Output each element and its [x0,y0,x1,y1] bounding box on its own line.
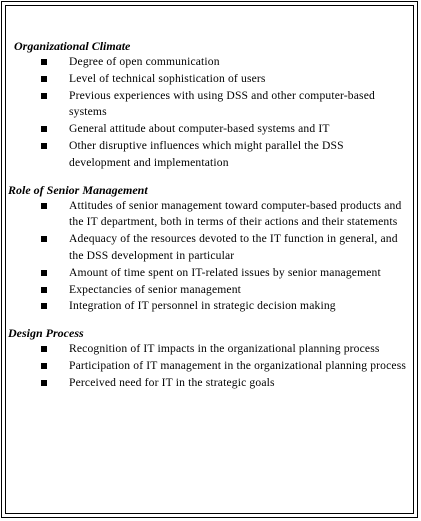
list-item [8,375,408,392]
section-heading: Role of Senior Management [8,182,148,197]
list-item [8,54,408,71]
list-item [8,121,408,138]
list-item [8,71,408,88]
square-bullet-icon [41,203,47,209]
item-text: Recognition of IT impacts in the organizational planning process [69,342,380,356]
list-item [8,265,408,282]
item-text: Perceived need for IT in the strategic goals [69,375,275,389]
item-list [8,341,408,391]
section-role-of-senior-management [8,182,408,316]
item-text: Adequacy of the resources devoted to the IT function in general, and the DSS development in particular [69,232,398,262]
item-text: Other disruptive influences which might parallel the DSS development and implementation [69,138,344,169]
square-bullet-icon [41,236,47,242]
item-list [8,198,408,316]
square-bullet-icon [41,346,47,352]
square-bullet-icon [41,76,47,82]
item-text: Participation of IT management in the organizational planning process [69,358,407,372]
item-text: Expectancies of senior management [69,282,242,296]
square-bullet-icon [41,126,47,132]
section-organizational-climate [8,38,408,172]
square-bullet-icon [41,270,47,276]
list-item [8,298,408,315]
square-bullet-icon [41,59,47,65]
square-bullet-icon [41,303,47,309]
list-item [8,282,408,299]
section-design-process [8,325,408,391]
list-item [8,198,408,232]
list-item [8,231,408,265]
list-item [8,138,408,172]
square-bullet-icon [41,93,47,99]
item-text: Attitudes of senior management toward computer-based products and the IT department, both in terms of their actions and their statements [69,198,402,229]
list-item [8,341,408,358]
item-text: Amount of time spent on IT-related issues by senior management [69,265,381,279]
item-text: Degree of open communication [69,55,220,68]
list-item [8,358,408,375]
square-bullet-icon [41,380,47,386]
item-list [8,54,408,172]
square-bullet-icon [41,287,47,293]
section-heading: Organizational Climate [14,39,131,53]
item-text: Previous experiences with using DSS and other computer-based systems [69,88,375,119]
square-bullet-icon [41,363,47,369]
item-text: Level of technical sophistication of users [69,71,266,85]
list-item [8,88,408,122]
item-text: Integration of IT personnel in strategic decision making [69,299,336,313]
item-text: General attitude about computer-based systems and IT [69,122,330,136]
square-bullet-icon [41,143,47,149]
factor-list [8,38,408,392]
section-heading: Design Process [8,326,84,341]
